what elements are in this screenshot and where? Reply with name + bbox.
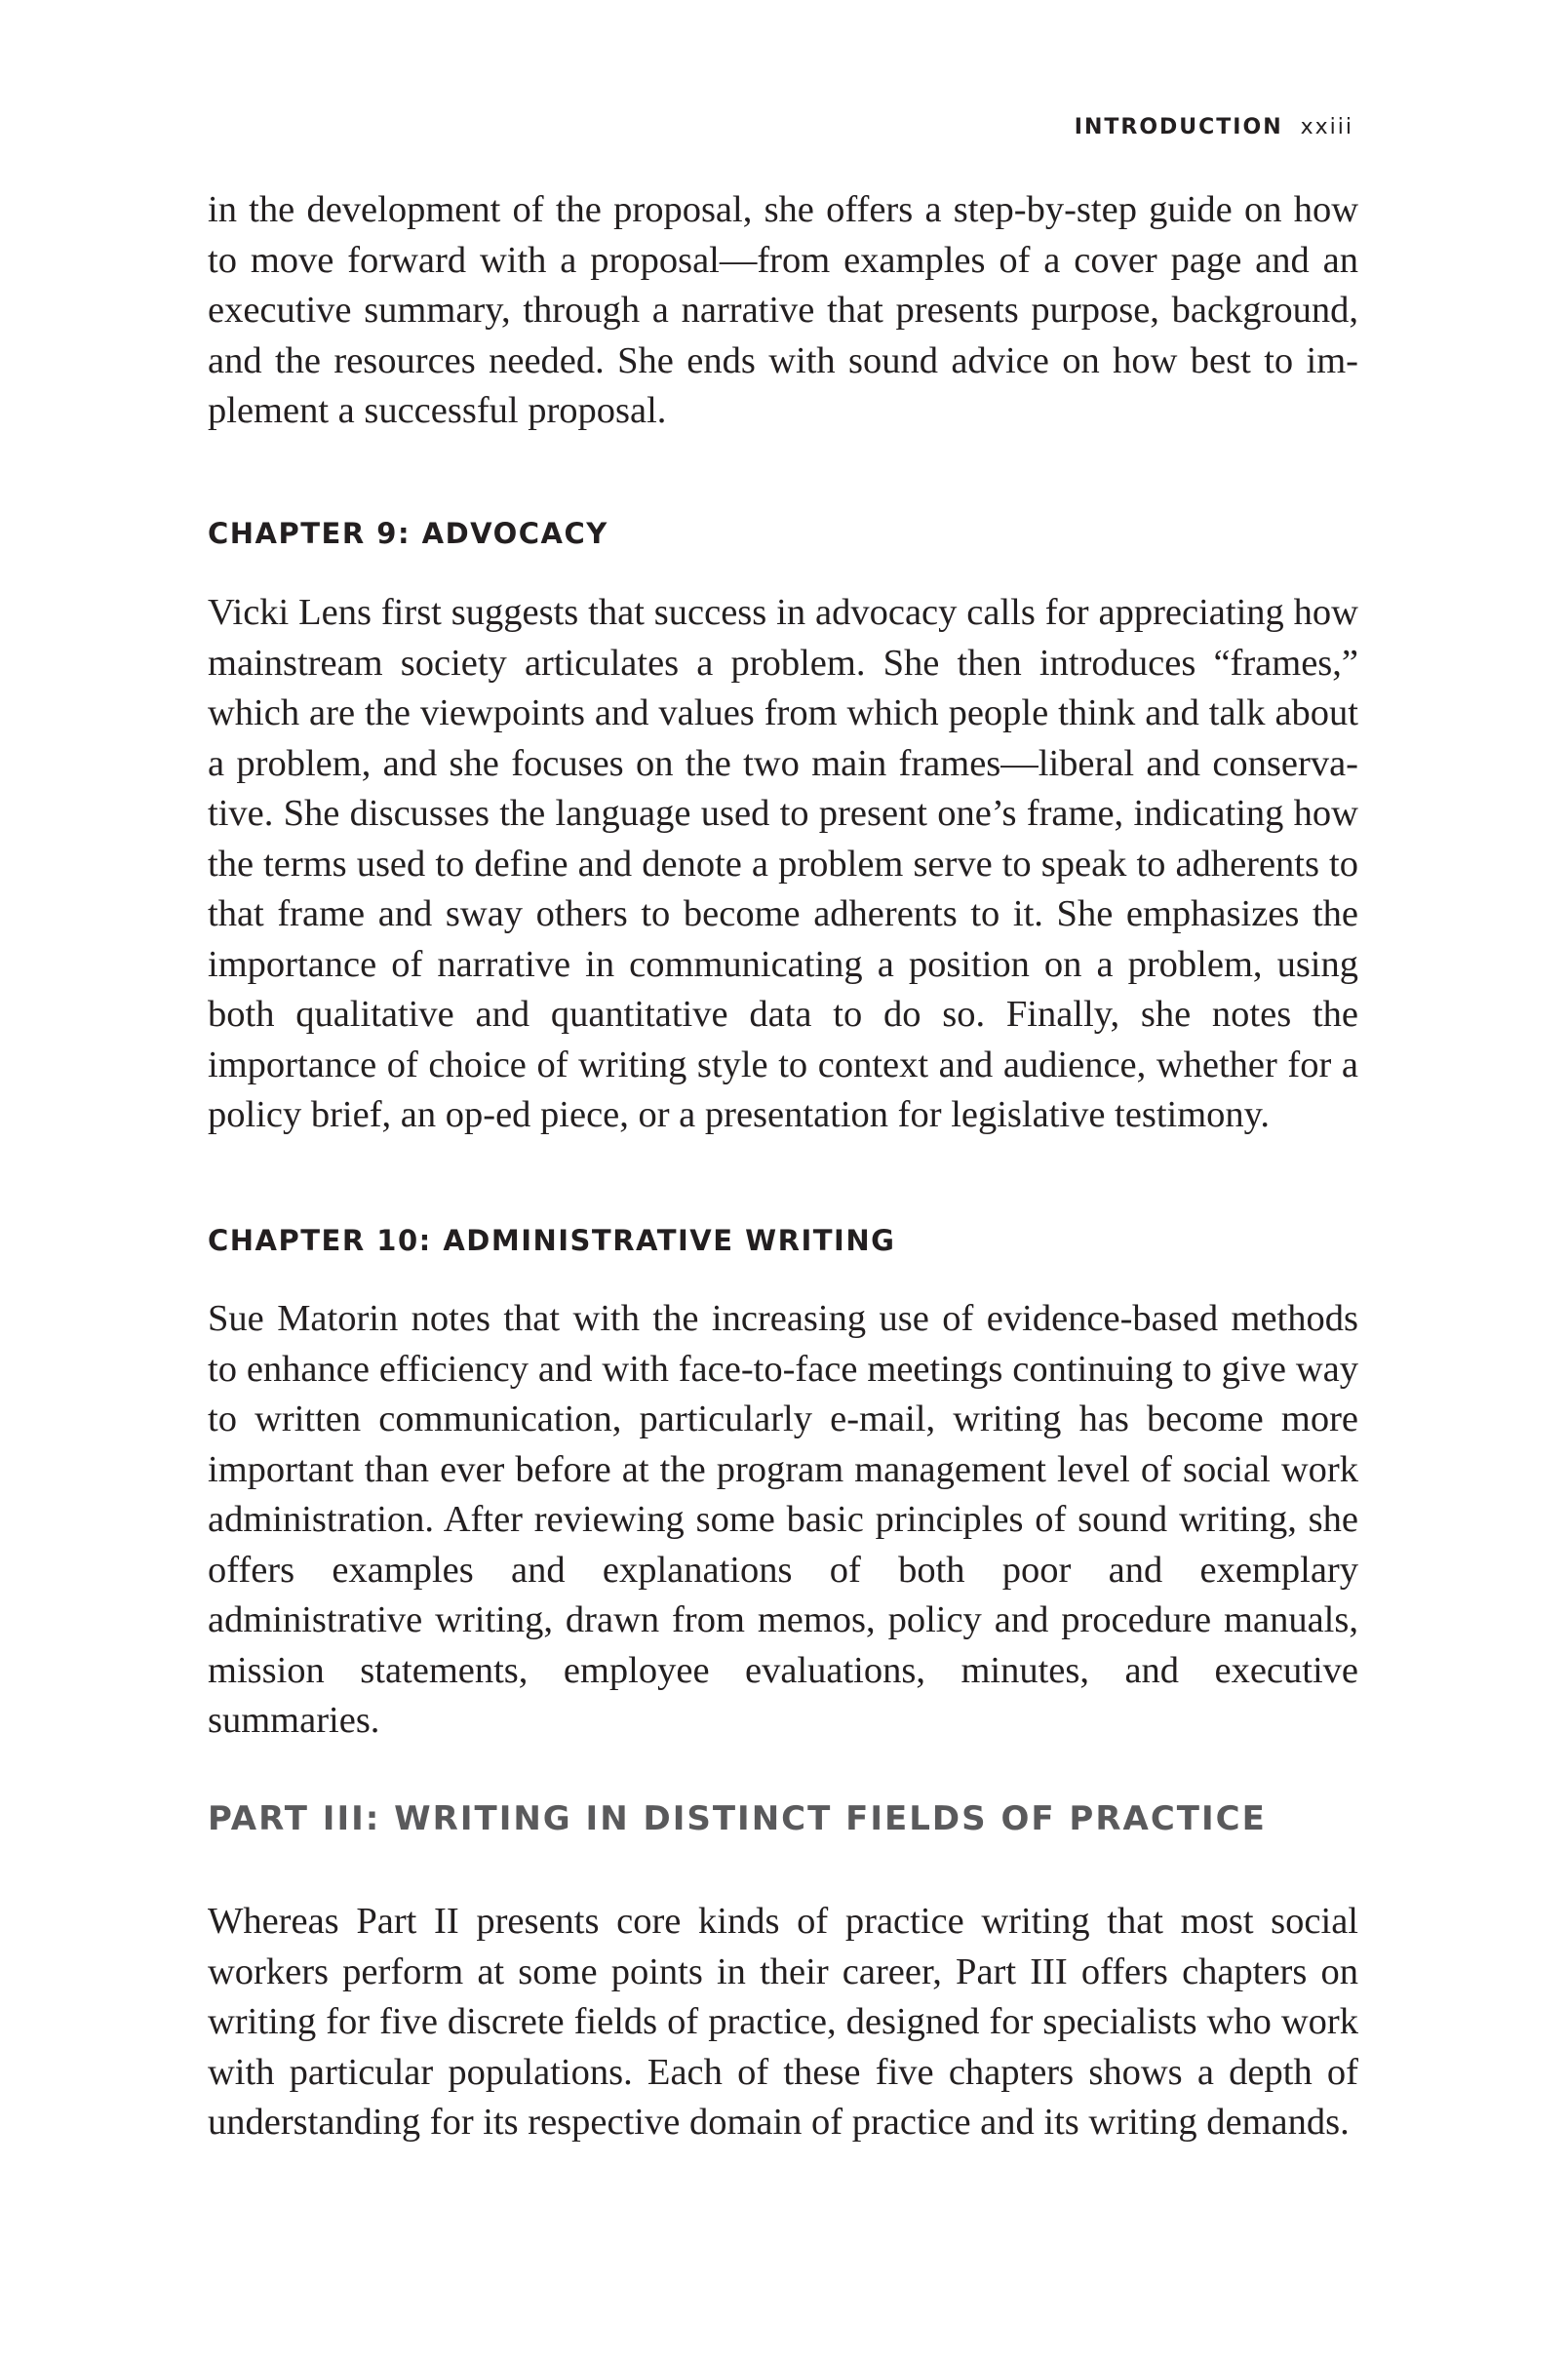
page-number: xxiii [1300, 115, 1353, 139]
part-3-paragraph-block [208, 1897, 1358, 2148]
continuation-paragraph: in the development of the proposal, she offers a step-by-step guide on how to move forward with a proposal—from examples of a cover page and an executive summary, through a narrative that presents purpose, background, and the resources needed. She ends with sound advice on how best to implement a successful proposal. [208, 189, 1358, 431]
part-3-heading: PART III: WRITING IN DISTINCT FIELDS OF PRACTICE [208, 1799, 1267, 1838]
chapter-9-paragraph: Vicki Lens first suggests that success in advocacy calls for appreciating how mainstream society articulates a problem. She then introduces “frames,” which are the viewpoints and values from which people think and talk about a problem, and she focuses on the two main frames—liberal and conservative. She discusses the language used to present one’s frame, indicating how the terms used to define and denote a problem serve to speak to adherents to that frame and sway others to become adherents to it. She emphasizes the importance of narrative in communicating a position on a problem, using both qualitative and quantitative data to do so. Finally, she notes the importance of choice of writing style to context and audience, whether for a policy brief, an op-ed piece, or a presentation for legislative testimony. [208, 592, 1358, 1135]
part-3-heading-block [208, 1799, 1358, 1838]
chapter-10-paragraph-block [208, 1294, 1358, 1747]
chapter-9-heading-block [208, 517, 1358, 550]
chapter-10-heading-block [208, 1224, 1358, 1257]
continuation-paragraph-block [208, 185, 1358, 437]
part-3-paragraph: Whereas Part II presents core kinds of practice writing that most social workers perform at some points in their career, Part III offers chapters on writing for five discrete fields of practice, designed for specialists who work with particular populations. Each of these five chapters shows a depth of understanding for its respective domain of practice and its writing demands. [208, 1901, 1358, 2143]
chapter-10-heading: CHAPTER 10: ADMINISTRATIVE WRITING [208, 1224, 896, 1257]
running-head-title: INTRODUCTION [1074, 115, 1283, 139]
chapter-9-paragraph-block [208, 588, 1358, 1141]
chapter-9-heading: CHAPTER 9: ADVOCACY [208, 517, 608, 550]
running-head [1075, 115, 1353, 139]
chapter-10-paragraph: Sue Matorin notes that with the increasing use of evidence-based methods to enhance efficiency and with face-to-face meetings continuing to give way to written communication, particularly e-mail, writing has become more important than ever before at the program management level of social work administration. After reviewing some basic principles of sound writing, she offers examples and explanations of both poor and exemplary administrative writing, drawn from memos, policy and procedure manuals, mission statements, employee evaluations, minutes, and executive summaries. [208, 1298, 1358, 1741]
